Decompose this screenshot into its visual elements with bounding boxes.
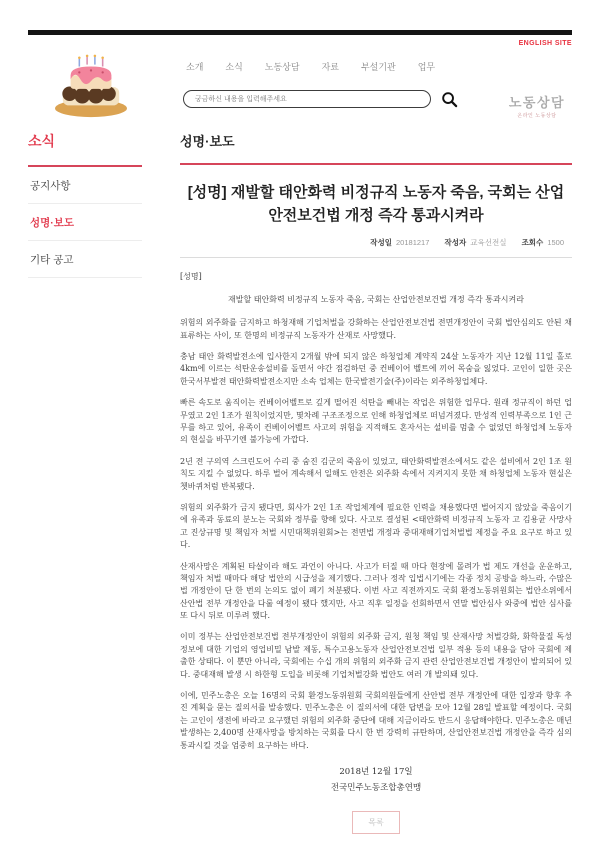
main-nav [186, 60, 435, 73]
english-site-link[interactable]: ENGLISH SITE [518, 40, 572, 47]
meta-divider [180, 257, 572, 258]
meta-author-label: 작성자 [444, 237, 467, 247]
main-content [180, 131, 572, 834]
meta-date-label: 작성일 [370, 237, 393, 247]
signature-date: 2018년 12월 17일 [339, 767, 413, 777]
secondary-logo[interactable] [502, 92, 572, 119]
body-paragraph: 산재사망은 계획된 타살이라 해도 과언이 아니다. 사고가 터질 때 마다 현장에 몰려가 법 제도 개선을 운운하고, 책임자 처벌 때마다 해당 법안의 시급성을 제기했다. 그러나 정작 입법시기에는 각종 정치 공방을 하느라, 수많은 법 개정안이 단 한 번의 논의도 없이 폐기 처분됐다. 이번 사고 직전까지도 국회 환경노동위원회는 법안소위에서 산안법 전부 개정안을 다룰 예정이 됐다 했지만, 사고 직후 일정을 선회하면서 연말 법안심사 와중에 법안 심사를 또 다시 뒤로 미루려 했다. [180, 561, 572, 621]
meta-author-value: 교육선전실 [470, 237, 507, 247]
nav-item[interactable]: 소개 [186, 62, 204, 72]
post-body-tag: [성명] [180, 271, 202, 281]
search-icon [441, 91, 458, 108]
post-body [180, 271, 572, 797]
nav-item[interactable]: 업무 [417, 62, 436, 72]
sidebar [28, 131, 142, 278]
search-input[interactable] [193, 95, 421, 104]
site-logo[interactable] [50, 50, 132, 120]
meta-views-label: 조회수 [521, 237, 544, 247]
body-paragraph: 이에, 민주노총은 오늘 16명의 국회 환경노동위원회 국회의원들에게 산안법 전부 개정안에 대한 입장과 향후 추진 계획을 묻는 질의서를 발송했다. 민주노총은 이 질의서에 대한 답변을 모아 12월 28일 발표할 예정이다. 국회는 고인이 생전에 바라고 요구했던 위험의 외주화 중단에 대해 지금이라도 반드시 응답해야한다. 민주노총은 매년 발생하는 2,400명 산재사망을 방치하는 국회를 다시 한 번 강력히 규탄하며, 산업안전보건법 개정안을 즉각 심의 통과시킬 것을 엄중히 요구하는 바다. [180, 691, 572, 750]
post-paragraphs [180, 317, 572, 752]
sidebar-item[interactable]: 기타 공고 [28, 241, 142, 278]
signature-block [180, 764, 572, 796]
top-divider-bar [28, 30, 572, 35]
sidebar-title: 소식 [28, 131, 142, 167]
sidebar-item[interactable]: 성명·보도 [28, 204, 142, 241]
section-title: 성명·보도 [180, 131, 572, 165]
post-meta [180, 237, 572, 248]
body-paragraph: 위험의 외주화가 금지 됐다면, 회사가 2인 1조 작업체계에 필요한 인력을 채용했다면 벌어지지 않았을 죽음이기에 유족과 동료의 분노는 국회와 정부를 향해 있다. 사고로 결성된 <태안화력 비정규직 노동자 고 김용균 사망사고 진상규명 및 책임자 처벌 시민대책위원회>는 전면법 개정과 중대재해기업처벌법 제정을 주요 요구로 하고 있다. [180, 502, 572, 550]
sidebar-menu [28, 167, 142, 278]
search-bar [183, 90, 431, 108]
body-paragraph: 2년 전 구의역 스크린도어 수리 중 숨진 김군의 죽음이 있었고, 태안화력발전소에서도 같은 설비에서 2인 1조 원칙도 지킬 수 없었다. 하루 벌어 계속해서 일해도 안전은 외주화 속에서 지켜지지 못한 채 하청업체 노동자 현실은 쳇바퀴처럼 반복됐다. [180, 456, 572, 491]
list-button-wrap [180, 811, 572, 834]
body-paragraph: 위험의 외주화를 금지하고 하청재해 기업처벌을 강화하는 산업안전보건법 전면개정안이 국회 법안심의도 안된 채 표류하는 사이, 또 한명의 비정규직 노동자가 산재로 사망했다. [180, 318, 572, 340]
list-button[interactable]: 목록 [352, 811, 399, 834]
secondary-logo-title: 노동상담 [508, 95, 566, 110]
nav-item[interactable]: 부설기관 [360, 62, 396, 72]
signature-org: 전국민주노동조합총연맹 [330, 783, 422, 794]
post-title: [성명] 재발할 태안화력 비정규직 노동자 죽음, 국회는 산업안전보건법 개정 즉각 통과시켜라 [187, 184, 565, 225]
secondary-logo-subtitle: 온라인 노동상담 [517, 113, 557, 119]
nav-item[interactable]: 자료 [321, 62, 339, 72]
nav-item[interactable]: 노동상담 [264, 62, 300, 72]
body-paragraph: 충남 태안 화력발전소에 입사한지 2개월 밖에 되지 않은 하청업체 계약직 24살 노동자가 지난 12월 11일 홀로 4km에 이르는 석탄운송설비를 돌면서 야간 점검하던 중 컨베이어 벨트에 끼어 목숨을 잃었다. 고인이 일한 곳은 한국서부발전 태안화력발전소지만 소속 업체는 한국발전기술(주)이라는 외주하청업체다. [180, 352, 572, 386]
search-button[interactable] [441, 91, 458, 108]
post-body-heading: 재발할 태안화력 비정규직 노동자 죽음, 국회는 산업안전보건법 개정 즉각 통과시켜라 [228, 294, 524, 304]
meta-date-value: 20181217 [396, 237, 430, 247]
nav-item[interactable]: 소식 [225, 62, 243, 72]
sidebar-item[interactable]: 공지사항 [28, 167, 142, 204]
body-paragraph: 빠른 속도로 움직이는 컨베이어벨트로 깊게 떨어진 석탄을 빼내는 작업은 위험한 업무다. 원래 정규직이 하던 업무였고 2인 1조가 원칙이었지만, 몇차례 구조조정으로 인해 하청업체로 떠넘겨졌다. 만성적 인력부족으로 1인 근무를 하고 있어, 유족이 컨베이어벨트 사고의 위험을 지적해도 혼자서는 설비를 멈출 수 없었던 하청업체 노동자의 현실을 바꾸기엔 불가능에 가깝다. [180, 398, 572, 445]
meta-views-value: 1500 [547, 237, 564, 247]
cake-logo-icon [50, 50, 132, 120]
body-paragraph: 이미 정부는 산업안전보건법 전부개정안이 위험의 외주화 금지, 원청 책임 및 산재사망 처벌강화, 화학물질 독성정보에 대한 기업의 영업비밀 남발 제동, 특수고용노동자 산업안전보건법 일부 적용 등의 내용을 담아 국회에 제출한 상태다. 이 뿐만 아니라, 국회에는 수십 개의 위험의 외주화 금지 관련 산업안전보건법 개정안이 발의되어 있다. 중대재해 발생 시 하한형 도입을 비롯해 기업처벌강화 법안도 여러 개 발의돼 있다. [180, 632, 572, 679]
